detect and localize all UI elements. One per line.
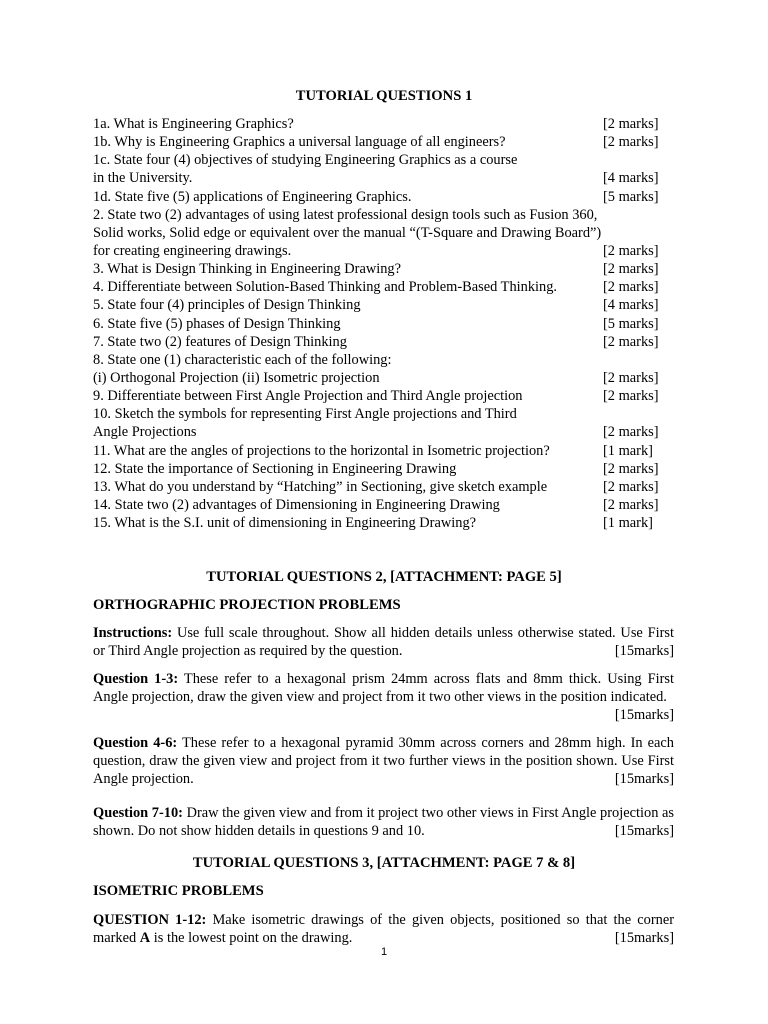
- question-row: [93, 442, 673, 460]
- orthographic-section-title: ORTHOGRAPHIC PROJECTION PROBLEMS: [93, 597, 401, 613]
- question-row: [93, 478, 673, 496]
- question-row: [93, 423, 673, 441]
- question-row: [93, 405, 673, 423]
- question-marks: [2 marks]: [603, 116, 659, 132]
- question-7-10-paragraph: [93, 804, 674, 840]
- question-marks: [2 marks]: [603, 496, 659, 513]
- question-text: 1c. State four (4) objectives of studying Engineering Graphics as a course: [93, 152, 518, 169]
- question-1-3-marks: [15marks]: [614, 707, 674, 724]
- question-row: [93, 296, 673, 314]
- tutorial-1-title: TUTORIAL QUESTIONS 1: [295, 88, 473, 104]
- instructions-text: Use full scale throughout. Show all hidden details unless otherwise stated. Use First or Third Angle projection as required by the question.: [93, 625, 674, 660]
- question-text: for creating engineering drawings.: [93, 242, 292, 259]
- question-marks: [2 marks]: [603, 333, 659, 350]
- question-4-6-label: Question 4-6:: [93, 735, 178, 751]
- page-number: 1: [380, 946, 388, 958]
- question-row: [93, 315, 673, 333]
- instructions-label: Instructions:: [93, 625, 173, 641]
- question-text: 1a. What is Engineering Graphics?: [93, 116, 294, 132]
- question-text: 1b. Why is Engineering Graphics a universal language of all engineers?: [93, 134, 506, 151]
- question-text: 1d. State five (5) applications of Engineering Graphics.: [93, 188, 412, 205]
- question-text: 11. What are the angles of projections to the horizontal in Isometric projection?: [93, 442, 550, 459]
- question-row: [93, 333, 673, 351]
- question-text: 10. Sketch the symbols for representing First Angle projections and Third: [93, 406, 517, 423]
- question-marks: [2 marks]: [603, 242, 659, 259]
- question-row: [93, 115, 673, 133]
- question-row: [93, 242, 673, 260]
- question-marks: [2 marks]: [603, 388, 659, 405]
- isometric-question-text-a: Make isometric drawings of the given objects, positioned so that the corner marked: [93, 912, 674, 947]
- isometric-question-marks: [15marks]: [614, 930, 674, 947]
- isometric-question-paragraph: [93, 911, 674, 947]
- question-text: 13. What do you understand by “Hatching” in Sectioning, give sketch example: [93, 478, 548, 495]
- question-text: (i) Orthogonal Projection (ii) Isometric projection: [93, 369, 380, 386]
- instructions-paragraph: [93, 624, 674, 660]
- question-text: 8. State one (1) characteristic each of the following:: [93, 351, 392, 368]
- question-marks: [1 mark]: [603, 515, 653, 532]
- question-4-6-paragraph: [93, 734, 674, 789]
- question-row: [93, 460, 673, 478]
- question-text: 12. State the importance of Sectioning in Engineering Drawing: [93, 460, 457, 477]
- question-text: 4. Differentiate between Solution-Based Thinking and Problem-Based Thinking.: [93, 279, 558, 296]
- question-7-10-text: Draw the given view and from it project two other views in First Angle projection as shown. Do not show hidden details in questions 9 and 10.: [93, 805, 674, 840]
- question-row: [93, 133, 673, 151]
- question-marks: [2 marks]: [603, 478, 659, 495]
- isometric-question-text-b: is the lowest point on the drawing.: [150, 930, 353, 947]
- question-1-3-paragraph: [93, 670, 674, 725]
- question-marks: [2 marks]: [603, 369, 659, 386]
- question-marks: [2 marks]: [603, 424, 659, 441]
- question-marks: [2 marks]: [603, 261, 659, 278]
- question-text: 2. State two (2) advantages of using latest professional design tools such as Fusion 360,: [93, 206, 598, 223]
- question-text: Angle Projections: [93, 424, 197, 441]
- question-text: 3. What is Design Thinking in Engineering Drawing?: [93, 261, 402, 278]
- question-row: [93, 351, 673, 369]
- question-marks: [5 marks]: [603, 188, 659, 205]
- question-text: in the University.: [93, 170, 193, 187]
- isometric-section-title: ISOMETRIC PROBLEMS: [93, 883, 264, 899]
- question-1-3-label: Question 1-3:: [93, 671, 179, 687]
- question-row: [93, 387, 673, 405]
- question-4-6-marks: [15marks]: [614, 771, 674, 788]
- question-7-10-marks: [15marks]: [614, 823, 674, 840]
- question-marks: [2 marks]: [603, 134, 659, 151]
- question-row: [93, 514, 673, 532]
- question-row: [93, 260, 673, 278]
- question-marks: [4 marks]: [603, 297, 659, 314]
- question-7-10-label: Question 7-10:: [93, 805, 183, 821]
- question-row: [93, 151, 673, 169]
- question-marks: [1 mark]: [603, 442, 653, 459]
- question-row: [93, 224, 673, 242]
- isometric-question-label: QUESTION 1-12:: [93, 912, 207, 928]
- question-text: 7. State two (2) features of Design Thinking: [93, 333, 347, 350]
- tutorial-2-title: TUTORIAL QUESTIONS 2, [ATTACHMENT: PAGE 5]: [206, 569, 562, 585]
- question-text: 5. State four (4) principles of Design Thinking: [93, 297, 361, 314]
- question-marks: [5 marks]: [603, 315, 659, 332]
- question-1-3-text: These refer to a hexagonal prism 24mm across flats and 8mm thick. Using First Angle projection, draw the given view and project from it two other views in the position indicated.: [93, 671, 674, 706]
- question-row: [93, 188, 673, 206]
- question-text: 9. Differentiate between First Angle Projection and Third Angle projection: [93, 388, 523, 405]
- question-marks: [2 marks]: [603, 279, 659, 296]
- question-row: [93, 496, 673, 514]
- question-text: 14. State two (2) advantages of Dimensioning in Engineering Drawing: [93, 496, 500, 513]
- question-row: [93, 169, 673, 187]
- instructions-marks: [15marks]: [614, 643, 674, 660]
- question-row: [93, 278, 673, 296]
- question-marks: [2 marks]: [603, 460, 659, 477]
- question-row: [93, 206, 673, 224]
- tutorial-3-title: TUTORIAL QUESTIONS 3, [ATTACHMENT: PAGE 7 & 8]: [192, 855, 576, 871]
- question-text: 15. What is the S.I. unit of dimensioning in Engineering Drawing?: [93, 515, 477, 532]
- question-marks: [4 marks]: [603, 170, 659, 187]
- question-text: 6. State five (5) phases of Design Thinking: [93, 315, 341, 332]
- tutorial-1-question-list: [93, 115, 673, 532]
- question-row: [93, 369, 673, 387]
- question-4-6-text: These refer to a hexagonal pyramid 30mm across corners and 28mm high. In each question, draw the given view and project from it two further views in the position shown. Use First Angle projection.: [93, 735, 674, 788]
- question-text: Solid works, Solid edge or equivalent over the manual “(T-Square and Drawing Board”): [93, 224, 602, 241]
- corner-letter: A: [139, 930, 151, 947]
